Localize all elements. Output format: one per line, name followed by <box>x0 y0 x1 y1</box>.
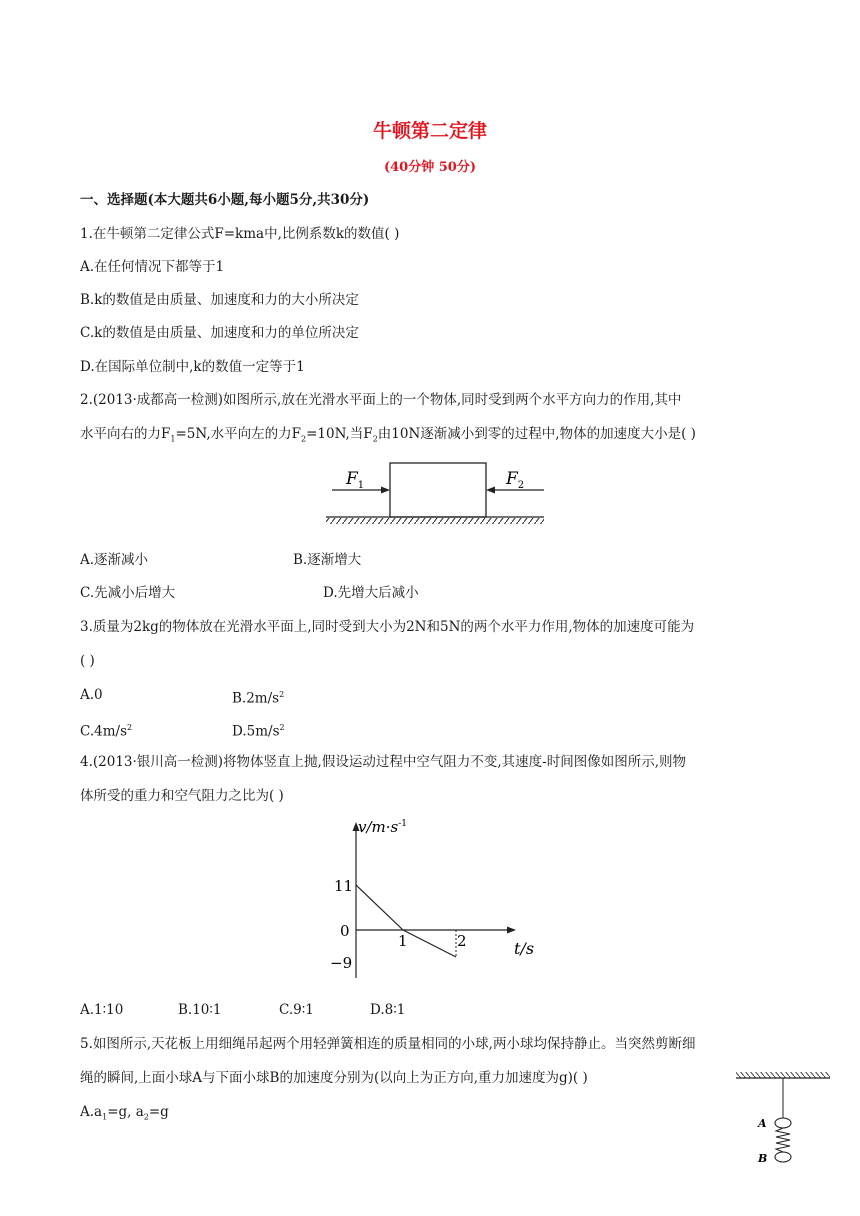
page-title: 牛顿第二定律 <box>372 120 487 142</box>
q1-stem: 1.在牛顿第二定律公式F=kma中,比例系数k的数值( ) <box>80 226 400 242</box>
q4-x-arrowhead <box>507 927 516 934</box>
q2-text: 由10N逐渐减小到零的过程中,物体的加速度大小是( ) <box>377 426 696 442</box>
q2-block <box>390 463 486 517</box>
q5-label-a: A <box>758 1117 767 1130</box>
q2-arrowhead-f2 <box>486 487 495 494</box>
q2-stem-line1: 2.(2013·成都高一检测)如图所示,放在光滑水平面上的一个物体,同时受到两个水平方向力的作用,其中 <box>80 392 682 408</box>
q2-option-c: C.先减小后增大 <box>80 585 176 601</box>
q5-ball-a <box>775 1118 791 1128</box>
q2-option-b: B.逐渐增大 <box>293 552 362 568</box>
q4-option-c: C.9∶1 <box>279 1002 314 1018</box>
q1-option-d: D.在国际单位制中,k的数值一定等于1 <box>80 359 305 375</box>
q5-ball-b <box>775 1152 791 1162</box>
q4-xtick-2: 2 <box>457 932 467 950</box>
page-subtitle: (40分钟 50分) <box>383 160 476 175</box>
q3-option-c <box>80 718 132 742</box>
q5-sub: 1 <box>102 1112 108 1122</box>
q2-stem-line2 <box>80 424 696 450</box>
q4-stem-line1: 4.(2013·银川高一检测)将物体竖直上抛,假设运动过程中空气阻力不变,其速度-时间图像如图所示,则物 <box>80 754 686 770</box>
q5-stem-line1: 5.如图所示,天花板上用细绳吊起两个用轻弹簧相连的质量相同的小球,两小球均保持静止。当突然剪断细 <box>80 1036 696 1052</box>
q4-segment-down <box>403 930 456 957</box>
q1-option-c: C.k的数值是由质量、加速度和力的单位所决定 <box>80 325 359 341</box>
q2-text: =10N,当F <box>306 426 373 442</box>
q5-label-b: B <box>758 1152 768 1165</box>
q4-ytick-neg9: −9 <box>330 954 353 972</box>
q5-stem-line2: 绳的瞬间,上面小球A与下面小球B的加速度分别为(以向上为正方向,重力加速度为g)( ) <box>80 1070 588 1086</box>
q3-stem-line2: ( ) <box>80 653 95 669</box>
q4-option-b: B.10∶1 <box>178 1002 222 1018</box>
q3-option-d <box>232 718 285 742</box>
q2-label-f1: $F_1$ <box>346 469 365 491</box>
section-heading: 一、选择题(本大题共6小题,每小题5分,共30分) <box>80 192 370 208</box>
q2-sub: 2 <box>372 434 378 444</box>
q3-sup: 2 <box>279 690 285 699</box>
q2-option-d: D.先增大后减小 <box>323 585 419 601</box>
q3-sup: 2 <box>127 723 133 732</box>
q4-option-d: D.8∶1 <box>370 1002 406 1018</box>
q5-text: =g, a <box>107 1104 144 1120</box>
q3-sup: 2 <box>279 723 285 732</box>
q2-text: =5N,水平向左的力F <box>175 426 301 442</box>
q4-option-a: A.1∶10 <box>80 1002 124 1018</box>
q3-stem-line1: 3.质量为2kg的物体放在光滑水平面上,同时受到大小为2N和5N的两个水平力作用,物体的加速度可能为 <box>80 619 695 635</box>
q5-spring <box>776 1128 790 1152</box>
q3-option-a: A.0 <box>80 687 103 703</box>
q4-xlabel: t/s <box>514 939 535 958</box>
q2-arrowhead-f1 <box>381 487 390 494</box>
q5-option-a <box>80 1102 169 1128</box>
q5-text: A.a <box>80 1104 103 1120</box>
q4-velocity-time-graph <box>326 814 548 986</box>
q5-ceiling-hatch <box>736 1072 830 1078</box>
q2-option-a: A.逐渐减小 <box>80 552 149 568</box>
q5-text: =g <box>148 1104 169 1120</box>
q3-text: C.4m/s <box>80 723 128 740</box>
q4-ytick-11: 11 <box>334 877 354 895</box>
q2-force-diagram <box>320 458 552 530</box>
q4-stem-line2: 体所受的重力和空气阻力之比为( ) <box>80 788 284 804</box>
q2-label-f2: $F_2$ <box>506 469 525 491</box>
q4-segment-up <box>356 885 403 930</box>
q1-option-b: B.k的数值是由质量、加速度和力的大小所决定 <box>80 292 359 308</box>
q5-sub: 2 <box>143 1112 149 1122</box>
q4-ylabel: $v/m\cdot s^{-1}$ <box>358 818 407 836</box>
q3-option-b <box>232 685 284 709</box>
q3-text: D.5m/s <box>232 723 280 740</box>
q4-xtick-1: 1 <box>398 932 408 950</box>
q2-sub: 2 <box>300 434 307 444</box>
q2-sub: 1 <box>170 434 176 444</box>
q4-ytick-0: 0 <box>340 922 350 940</box>
q5-spring-diagram <box>734 1070 834 1170</box>
q2-text: 水平向右的力F <box>80 426 171 442</box>
q3-text: B.2m/s <box>232 690 280 707</box>
q1-option-a: A.在任何情况下都等于1 <box>80 259 225 275</box>
q2-ground-hatch <box>326 518 544 524</box>
